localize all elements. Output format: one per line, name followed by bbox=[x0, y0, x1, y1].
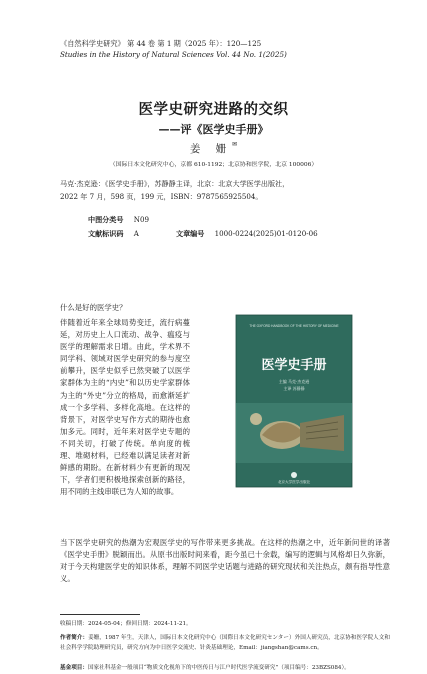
book-cover-editor: 主编 马克·杰克逊 bbox=[278, 379, 310, 384]
footnote-dates: 收稿日期：2024-05-04；修回日期：2024-11-21。 bbox=[60, 621, 192, 627]
journal-citation-en: Studies in the History of Natural Sciences Vol. 44 No. 1(2025) bbox=[60, 50, 287, 59]
author-name: 姜 姗 bbox=[189, 143, 233, 155]
book-info bbox=[60, 178, 390, 203]
article-number-value: 1000-0224(2025)01-0120-06 bbox=[214, 229, 318, 238]
journal-header bbox=[60, 38, 287, 60]
footnote-divider bbox=[60, 614, 140, 615]
clc-row bbox=[88, 215, 149, 225]
intro-question: 什么是好的医学史？ bbox=[60, 303, 127, 312]
article-number-row bbox=[176, 229, 318, 239]
footnote-author bbox=[60, 634, 390, 653]
publisher-logo-icon bbox=[291, 472, 297, 478]
footnote-fund-label: 基金项目： bbox=[60, 665, 88, 671]
book-info-line2: 2022 年 7 月，598 页，199 元，ISBN：9787565925504。 bbox=[60, 191, 263, 201]
book-cover-top-text: THE OXFORD HANDBOOK OF THE HISTORY OF MEDICINE bbox=[249, 324, 339, 328]
body-paragraph-1: 伴随着近年来全球局势变迁，流行病蔓延，对历史上人口流动、战争、瘟疫与医学的理解需求日增。由此，学术界不同学科、领域对医学史研究的参与度空前攀升，医学史似乎已然突破了以医学家群体为主的“内史”和以历史学家群体为主的“外史”分立的格局，而愈渐延扩成一个多学科、多样化高地。在这样的背景下，对医学史写作方式的期待也愈加多元。同时，近年来对医学史专题的不同关切，打破了传统。单向度的梳理、堆砌材料，已经难以满足读者对新鲜感的期盼。在新材料少有更新的现况下，学者们更积极地探索创新的路径，用不同的主线串联已为人知的故事。 bbox=[60, 318, 190, 497]
body-paragraph-2: 当下医学史研究的热潮为宏观医学史的写作带来更多挑战。在这样的热潮之中，近年新问世的译著《医学史手册》脱颖而出。从原书出版时间来看，距今虽已十余载，编写的逻辑与风格却日久弥新，对于今天构建医学史的知识体系，理解不同医学史话题与进路的研究现状和关注热点，颇有指导性意义。 bbox=[60, 538, 390, 584]
book-cover-publisher: 北京大学医学出版社 bbox=[277, 480, 311, 484]
article-title: 医学史研究进路的交织 bbox=[138, 102, 289, 118]
doc-value: A bbox=[133, 229, 139, 238]
doc-row bbox=[88, 229, 139, 239]
clc-label: 中图分类号 bbox=[88, 215, 124, 224]
clc-value: N09 bbox=[133, 215, 149, 224]
article-number-label: 文章编号 bbox=[176, 229, 205, 238]
footnote-author-text: 姜姗，1987 年生，天津人，国际日本文化研究中心（国際日本文化研究センター）外国人研究员，北京协和医学院人文和社会科学学院助理研究员，研究方向为中日医学交流史、针灸基础理论，Email：jiangshan@cams.cn。 bbox=[60, 635, 390, 651]
footnote-fund-text: 国家社科基金一般项目“物质文化视角下的中医传日与江户时代医学流变研究”（项目编号：23BZS084）。 bbox=[87, 665, 350, 671]
book-cover-title: 医学史手册 bbox=[261, 358, 327, 373]
book-cover-image bbox=[226, 311, 362, 491]
journal-citation-cn: 《自然科学史研究》 第 44 卷 第 1 期（2025 年）：120—125 bbox=[60, 39, 262, 48]
doc-label: 文献标识码 bbox=[88, 229, 124, 238]
author-line bbox=[0, 141, 427, 156]
footnote-fund bbox=[60, 664, 390, 674]
article-subtitle: ——评《医学史手册》 bbox=[158, 123, 269, 136]
book-cover-translator: 主译 苏静静 bbox=[283, 386, 305, 391]
mail-icon: ✉ bbox=[232, 141, 238, 148]
book-info-line1: 马克·杰克逊：《医学史手册》，苏静静主译，北京：北京大学医学出版社， bbox=[60, 179, 290, 188]
affiliation: （国际日本文化研究中心，京都 610-1192；北京协和医学院，北京 100006） bbox=[109, 162, 318, 168]
footnote-author-label: 作者简介： bbox=[60, 635, 89, 641]
